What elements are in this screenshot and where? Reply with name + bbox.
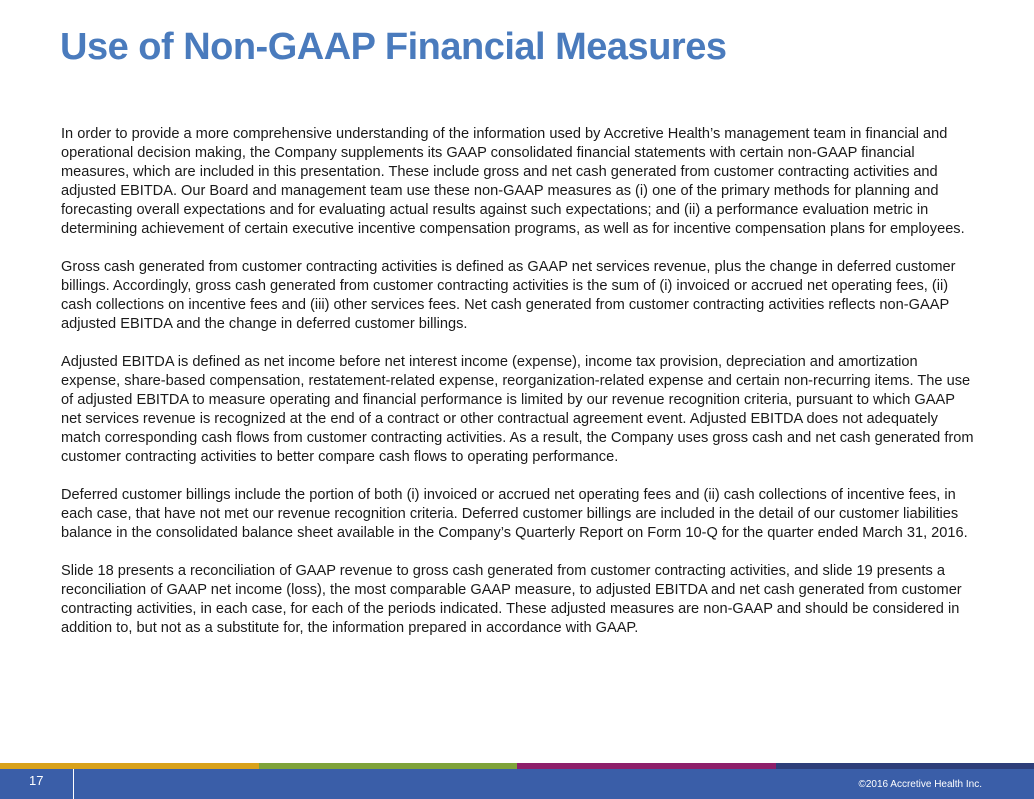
copyright-notice: ©2016 Accretive Health Inc. (858, 779, 982, 790)
page-title: Use of Non-GAAP Financial Measures (60, 26, 727, 68)
paragraph-adjusted-ebitda: Adjusted EBITDA is defined as net income before net interest income (expense), income tax provision, depreciation and amortization expense, share-based compensation, restatement-related expense, reorganization-related expense and certain non-recurring items. The use of adjusted EBITDA to measure operating and financial performance is limited by our revenue recognition criteria, pursuant to which GAAP net services revenue is recognized at the end of a contract or other contractual agreement event. Adjusted EBITDA does not adequately match corresponding cash flows from customer contracting activities. As a result, the Company uses gross cash and net cash generated from customer contracting activities to better compare cash flows to operating performance. (61, 354, 974, 465)
paragraph-intro: In order to provide a more comprehensive understanding of the information used by Accretive Health’s management team in financial and operational decision making, the Company supplements its GAAP consolidated financial statements with certain non-GAAP financial measures, which are included in this presentation. These include gross and net cash generated from customer contracting activities and adjusted EBITDA. Our Board and management team use these non-GAAP measures as (i) one of the primary methods for planning and forecasting overall expectations and for evaluating actual results against such expectations; and (ii) a performance evaluation metric in determining achievement of certain executive incentive compensation programs, as well as for incentive compensation plans for employees. (61, 126, 965, 237)
body-text (61, 125, 977, 657)
paragraph-reconciliation: Slide 18 presents a reconciliation of GAAP revenue to gross cash generated from customer contracting activities, and slide 19 presents a reconciliation of GAAP net income (loss), the most comparable GAAP measure, to adjusted EBITDA and net cash generated from customer contracting activities, in each case, for each of the periods indicated. These adjusted measures are non-GAAP and should be considered in addition to, but not as a substitute for, the information prepared in accordance with GAAP. (61, 563, 962, 636)
paragraph-deferred-billings: Deferred customer billings include the portion of both (i) invoiced or accrued net operating fees and (ii) cash collections of incentive fees, in each case, that have not met our revenue recognition criteria. Deferred customer billings are included in the detail of our customer liabilities balance in the consolidated balance sheet available in the Company’s Quarterly Report on Form 10-Q for the quarter ended March 31, 2016. (61, 487, 968, 541)
page-number: 17 (0, 769, 74, 799)
paragraph-gross-cash: Gross cash generated from customer contracting activities is defined as GAAP net services revenue, plus the change in deferred customer billings. Accordingly, gross cash generated from customer contracting activities is the sum of (i) invoiced or accrued net operating fees, (ii) cash collections on incentive fees and (iii) other services fees. Net cash generated from customer contracting activities reflects non-GAAP adjusted EBITDA and the change in deferred customer billings. (61, 259, 956, 332)
footer-bar (0, 769, 1034, 799)
